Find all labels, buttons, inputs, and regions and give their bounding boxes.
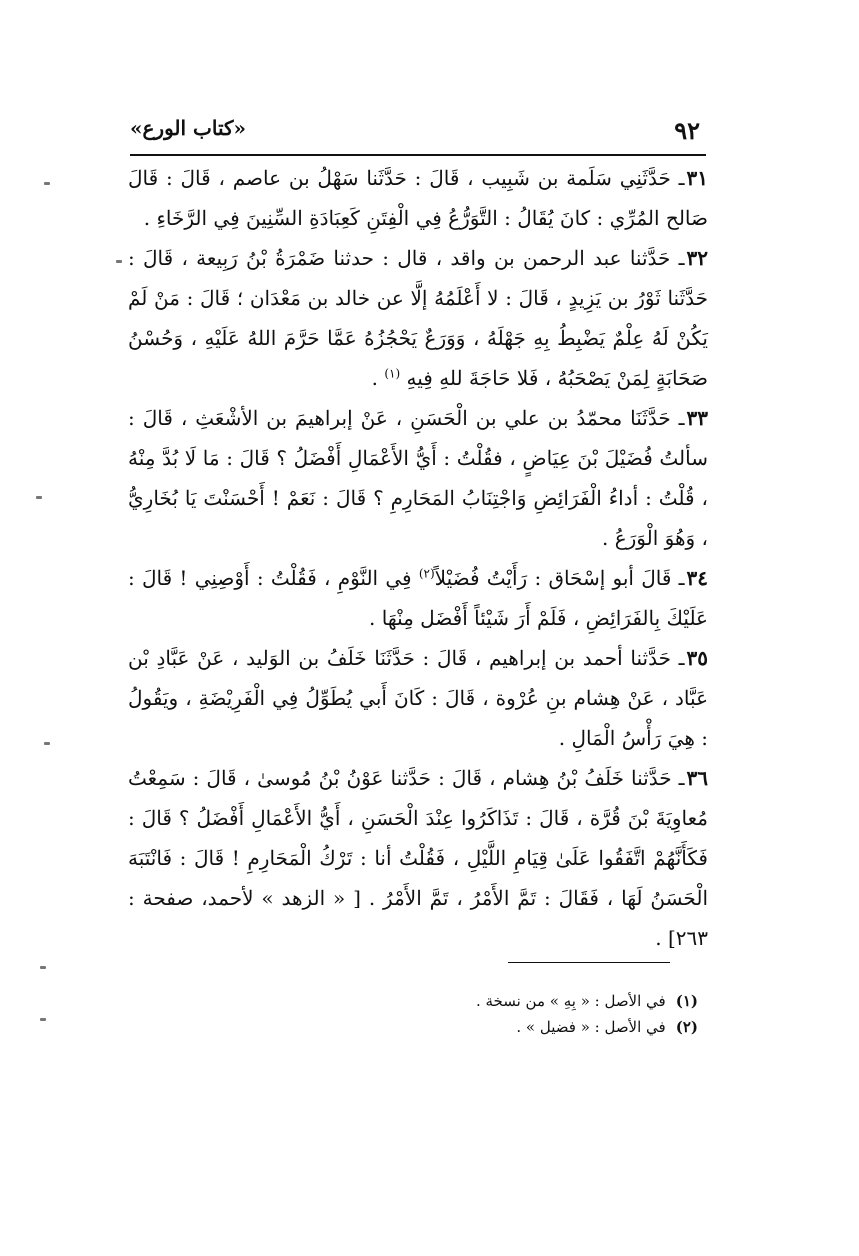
scan-speck [40, 966, 46, 969]
scan-speck [44, 182, 50, 185]
paragraph-36 [128, 758, 708, 958]
scan-speck [36, 496, 42, 499]
footnote-number: (٢) [675, 1018, 698, 1036]
paragraph-33 [128, 398, 708, 558]
running-title: «كتاب الورع» [130, 116, 247, 140]
paragraph-text: ـ حَدَّثنا عبد الرحمن بن واقد ، قال : حدثنا ضَمْرَةُ بْنُ رَبِيعة ، قَالَ : حَدَّثَنا ثَوْرُ بن يَزِيدٍ ، قَالَ : لا أَعْلَمُهُ إلَّا عن خالد بن مَعْدَان ؛ قَالَ : مَنْ لَمْ يَكُنْ لَهُ عِلْمٌ يَضْبِطُ بِهِ جَهْلَهُ ، وَوَرَعٌ يَحْجُزُهُ عَمَّا حَرَّمَ اللهُ عَلَيْهِ ، وَحُسْنُ صَحَابَةٍ لِمَنْ يَصْحَبُهُ ، فَلا حَاجَةَ للهِ فِيهِ [128, 246, 708, 390]
paragraph-tail: . [371, 366, 385, 390]
page-number: ٩٢ [674, 116, 700, 145]
page-header [130, 112, 700, 148]
footnote-text: في الأصل : « بِهِ » من نسخة . [475, 992, 666, 1010]
paragraph-tail: فِي النَّوْمِ ، فَقُلْتُ : أَوْصِنِي ! قَالَ : عَلَيْكَ بِالفَرَائِضِ ، فَلَمْ أَرَ شَيْئاً أَفْضَل مِنْهَا . [128, 566, 708, 630]
header-divider [130, 154, 706, 156]
paragraph-number: ٣١ [686, 166, 708, 190]
scan-speck [44, 742, 50, 745]
paragraph-text: ـ حَدَّثَنِي سَلَمة بن شَبِيب ، قَالَ : حَدَّثَنا سَهْلُ بن عاصم ، قَالَ : قَالَ صَالح المُرِّي : كانَ يُقَالُ : التَّوَرُّعُ فِي الْفِتَنِ كَعِبَادَةِ السِّنِينَ فِي الرَّخَاءِ . [128, 166, 708, 230]
main-text [128, 158, 708, 958]
footnote-marker[interactable]: (٢) [418, 566, 435, 581]
paragraph-number: ٣٢ [686, 246, 708, 270]
paragraph-text: ـ حَدَّثنا خَلَفُ بْنُ هِشام ، قَالَ : حَدَّثنا عَوْنُ بْنُ مُوسىٰ ، قَالَ : سَمِعْتُ مُعاوِيَةَ بْنَ قُرَّة ، قَالَ : تَذَاكَرُوا عِنْدَ الْحَسَنِ ، أَيُّ الأَعْمَالِ أَفْضَلُ ؟ قَالَ : فَكَأَنَّهُمْ اتَّفَقُوا عَلَىٰ قِيَامِ اللَّيْلِ ، فَقُلْتُ أنا : تَرْكُ الْمَحَارِمِ ! قَالَ : فَانْتَبَهَ الْحَسَنُ لَهَا ، فَقَالَ : تَمَّ الأَمْرُ ، تَمَّ الأَمْرُ . [ « الزهد » لأحمد، صفحة : ٢٦٣] . [128, 766, 708, 950]
paragraph-31 [128, 158, 708, 238]
scan-speck [40, 1018, 46, 1021]
paragraph-number: ٣٤ [686, 566, 708, 590]
paragraph-text: ـ حَدَّثَنَا محمّدُ بن علي بن الْحَسَنِ ، عَنْ إبراهيمَ بن الأشْعَثِ ، قَالَ : سألتُ فُضَيْلَ بْنَ عِيَاضٍ ، فقُلْتُ : أَيُّ الأَعْمَالِ أَفْضَلُ ؟ قَالَ : مَا لَا بُدَّ مِنْهُ ، قُلْتُ : أداءُ الْفَرَائِضِ وَاجْتِنَابُ المَحَارِمِ ؟ قَالَ : نَعَمْ ! أَحْسَنْتَ يَا بُخَارِيُّ ، وَهُوَ الْوَرَعُ . [128, 406, 708, 550]
paragraph-35 [128, 638, 708, 758]
footnote-2 [400, 1014, 698, 1040]
paragraph-text: ـ قَالَ أبو إسْحَاق : رَأَيْتُ فُضَيْلاً [434, 566, 685, 590]
paragraph-34 [128, 558, 708, 638]
scan-speck [116, 260, 122, 263]
footnote-number: (١) [675, 992, 698, 1010]
paragraph-text: ـ حَدَّثنا أحمد بن إبراهيم ، قَالَ : حَدَّثَنَا خَلَفُ بن الوَليد ، عَنْ عَبَّادِ بْن عَبَّاد ، عَنْ هِشام بنِ عُرْوة ، قَالَ : كَانَ أَبي يُطَوِّلُ فِي الْفَرِيْضَةِ ، ويَقُولُ : هِيَ رَأْسُ الْمَالِ . [128, 646, 708, 750]
footnote-divider [508, 962, 670, 963]
paragraph-number: ٣٣ [686, 406, 708, 430]
footnote-marker[interactable]: (١) [384, 366, 401, 381]
footnote-text: في الأصل : « فضيل » . [516, 1018, 666, 1036]
paragraph-number: ٣٥ [686, 646, 708, 670]
footnotes [400, 988, 698, 1040]
paragraph-number: ٣٦ [686, 766, 708, 790]
paragraph-32 [128, 238, 708, 398]
footnote-1 [400, 988, 698, 1014]
